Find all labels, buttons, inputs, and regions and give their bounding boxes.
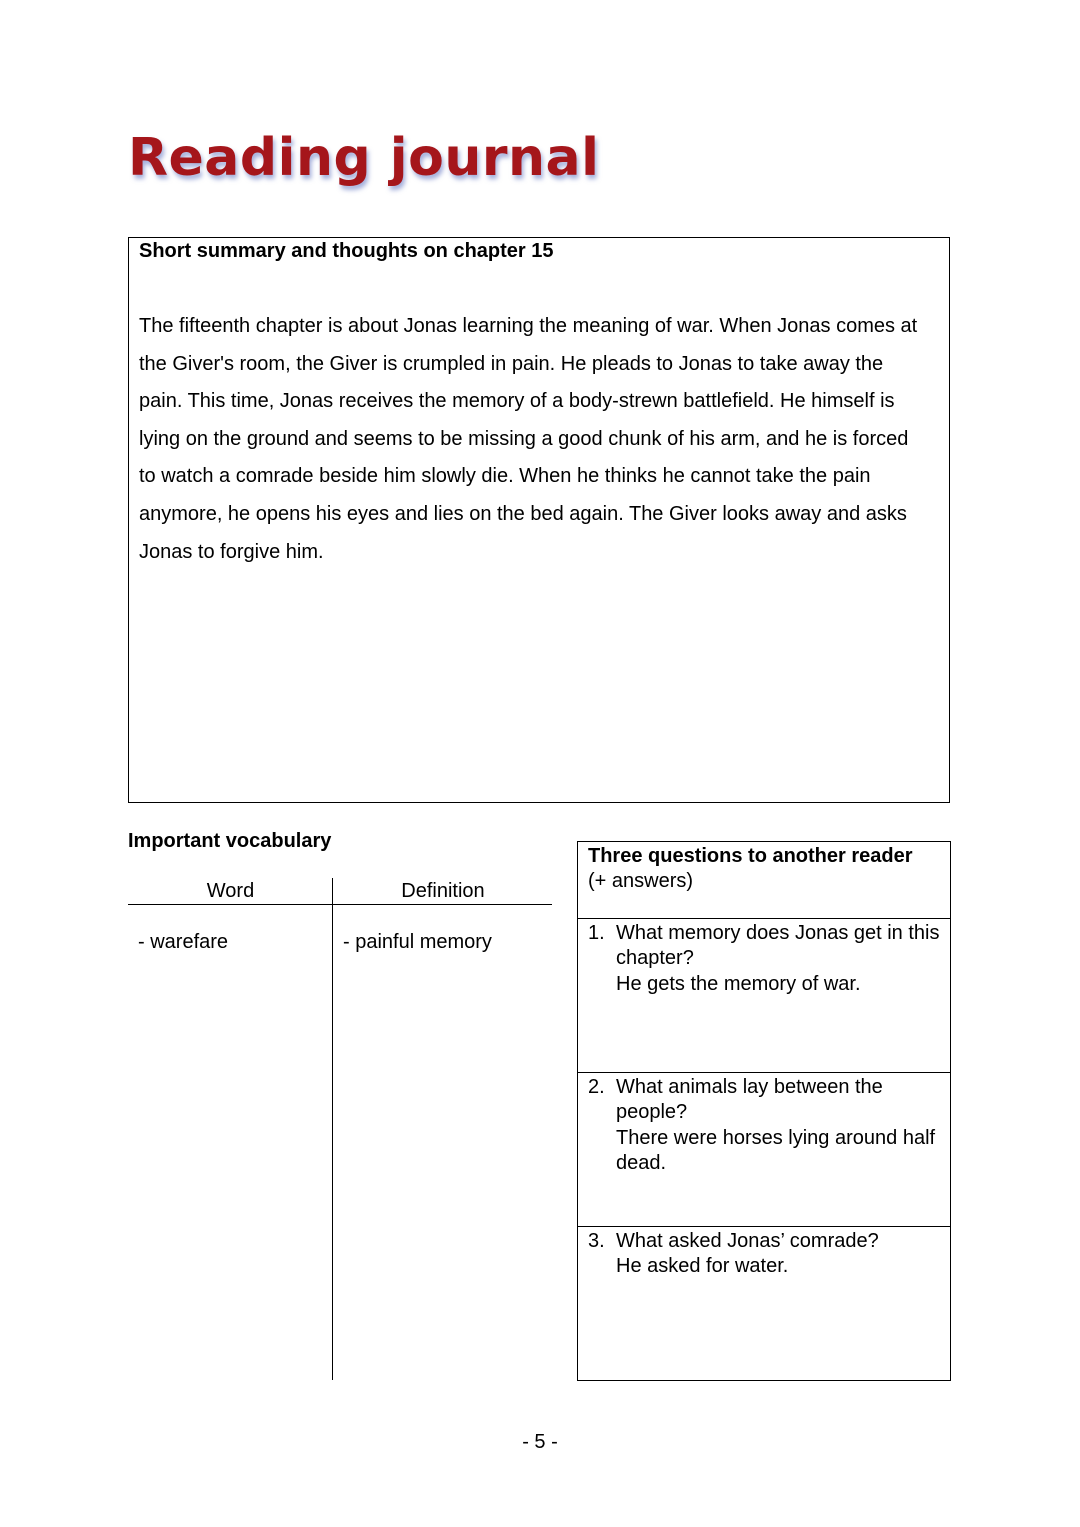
summary-heading: Short summary and thoughts on chapter 15 bbox=[139, 240, 554, 262]
vocabulary-heading: Important vocabulary bbox=[128, 830, 332, 852]
question-cell bbox=[578, 1073, 950, 1227]
questions-header bbox=[578, 842, 950, 919]
summary-box bbox=[128, 237, 950, 803]
question-number: 2. bbox=[588, 1076, 605, 1098]
summary-text: The fifteenth chapter is about Jonas learning the meaning of war. When Jonas comes at the Giver's room, the Giver is crumpled in pain. He pleads to Jonas to take away the pain. This time, Jonas receives the memory of a body-strewn battlefield. He himself is lying on the ground and seems to be missing a good chunk of his arm, and he is forced to watch a comrade beside him slowly die. When he thinks he cannot take the pain anymore, he opens his eyes and lies on the bed again. The Giver looks away and asks Jonas to forgive him. bbox=[139, 315, 918, 563]
answer-text: He asked for water. bbox=[616, 1255, 789, 1278]
questions-title: Three questions to another reader bbox=[588, 845, 913, 867]
question-text: What animals lay between the people? bbox=[616, 1076, 883, 1124]
question-text: What asked Jonas’ comrade? bbox=[616, 1230, 879, 1252]
vocabulary-word: - warefare bbox=[138, 931, 229, 953]
question-text: What memory does Jonas get in this chapter? bbox=[616, 922, 940, 970]
vocabulary-column-divider bbox=[332, 878, 333, 1380]
question-number: 3. bbox=[588, 1230, 605, 1252]
vocabulary-header-divider bbox=[128, 904, 552, 905]
answer-text: He gets the memory of war. bbox=[616, 972, 861, 995]
page-number: - 5 - bbox=[522, 1431, 558, 1453]
questions-box bbox=[577, 841, 951, 1381]
page-title: Reading journal bbox=[128, 128, 600, 188]
vocabulary-word-column-header: Word bbox=[206, 880, 255, 902]
questions-subtitle: (+ answers) bbox=[588, 870, 694, 892]
question-cell bbox=[578, 1227, 950, 1379]
answer-text: There were horses lying around half dead. bbox=[616, 1126, 936, 1174]
vocabulary-definition: - painful memory bbox=[343, 931, 492, 953]
vocabulary-definition-column-header: Definition bbox=[401, 880, 485, 902]
question-number: 1. bbox=[588, 922, 605, 944]
question-cell bbox=[578, 919, 950, 1073]
